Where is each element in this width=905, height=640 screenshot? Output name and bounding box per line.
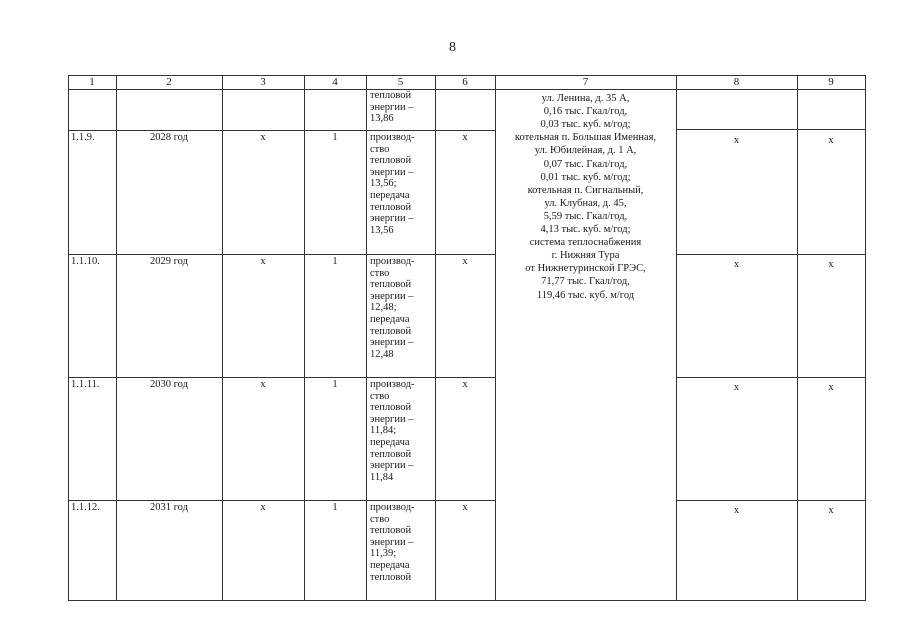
merged-cell-text: ул. Юбилейная, д. 1 А, [534, 145, 637, 157]
cell-text: x [733, 259, 740, 270]
cell-text: x [260, 379, 266, 390]
cell-text: тепловой [370, 448, 412, 460]
table-rule [676, 377, 866, 378]
merged-cell-text: 71,77 тыс. Гкал/год, [541, 276, 630, 288]
table-rule [676, 129, 866, 130]
column-header: 1 [89, 76, 95, 88]
column-header: 9 [828, 76, 834, 88]
merged-cell-text: 5,59 тыс. Гкал/год, [543, 210, 628, 222]
cell-text: x [462, 256, 468, 267]
table-rule [68, 130, 496, 131]
table-rule [865, 75, 866, 601]
cell-text: ство [370, 513, 390, 525]
cell-text: энергии – [370, 166, 414, 178]
cell-text: производ- [370, 256, 415, 267]
cell-text: энергии – [370, 536, 414, 548]
table-rule [676, 254, 866, 255]
cell-text: 1 [332, 502, 338, 513]
table-rule [366, 75, 367, 601]
table-rule [304, 75, 305, 601]
row-year: 2030 год [150, 379, 188, 390]
cell-text: энергии – [370, 413, 414, 425]
cell-text: 11,84; [370, 425, 397, 437]
table-rule [435, 75, 436, 601]
row-year: 2031 год [150, 502, 188, 513]
merged-cell-text: г. Нижняя Тура [551, 250, 620, 262]
merged-cell-text: 0,03 тыс. куб. м/год; [540, 119, 631, 131]
merged-cell-text: 0,07 тыс. Гкал/год, [543, 158, 628, 170]
table-rule [68, 75, 69, 601]
cell-text: x [828, 505, 834, 516]
cell-text: x [733, 135, 740, 146]
table-rule [116, 75, 117, 601]
column-header: 2 [166, 76, 172, 88]
cell-text: x [828, 259, 834, 270]
table-rule [68, 89, 866, 90]
cell-text: x [828, 382, 834, 393]
merged-cell-text: 0,16 тыс. Гкал/год, [543, 106, 628, 118]
row-year: 2028 год [150, 132, 188, 143]
cell-text: 12,48 [370, 348, 394, 360]
cell-text: энергии – [370, 460, 414, 472]
cell-text: 13,56; [370, 178, 397, 190]
cell-text: 13,56 [370, 224, 394, 236]
merged-cell-text: от Нижнетуринской ГРЭС, [525, 263, 646, 275]
table-rule [68, 500, 496, 501]
cell-text: 1 [332, 256, 338, 267]
merged-cell-text: котельная п. Сигнальный, [527, 184, 644, 196]
cell-text: x [828, 135, 834, 146]
cell-text: 1 [332, 379, 338, 390]
cell-text: производ- [370, 502, 415, 513]
cell-text: передача [370, 190, 410, 201]
cell-text: передача [370, 437, 410, 448]
cell-text: ство [370, 390, 390, 402]
table-rule [222, 75, 223, 601]
column-header: 8 [733, 76, 740, 88]
cell-text: 11,39; [370, 548, 397, 560]
cell-text: x [462, 379, 468, 390]
cell-text: ство [370, 267, 390, 279]
page-number: 8 [449, 40, 456, 55]
column-header: 6 [462, 76, 468, 88]
table-rule [676, 500, 866, 501]
cell-text: 11,84 [370, 471, 394, 483]
merged-cell-text: система теплоснабжения [529, 237, 642, 249]
cell-text: 13,86 [370, 113, 394, 125]
cell-text: ство [370, 143, 390, 155]
cell-text: передача [370, 314, 410, 325]
cell-text: производ- [370, 132, 415, 143]
row-number: 1.1.9. [71, 132, 95, 143]
cell-text: тепловой [370, 90, 412, 101]
cell-text: тепловой [370, 155, 412, 167]
cell-text: передача [370, 560, 410, 571]
cell-text: тепловой [370, 402, 412, 414]
cell-text: энергии – [370, 101, 414, 113]
table-rule [68, 254, 496, 255]
column-header: 4 [332, 76, 338, 88]
cell-text: x [462, 502, 468, 513]
cell-text: x [260, 502, 266, 513]
row-year: 2029 год [150, 256, 188, 267]
cell-text: x [733, 382, 740, 393]
data-table [68, 75, 865, 600]
cell-text: энергии – [370, 213, 414, 225]
column-header: 7 [582, 76, 589, 88]
merged-cell-text: ул. Клубная, д. 45, [544, 197, 627, 209]
cell-text: энергии – [370, 337, 414, 349]
merged-cell-text: котельная п. Большая Именная, [514, 132, 657, 144]
table-rule [676, 75, 677, 601]
table-rule [68, 377, 496, 378]
cell-text: тепловой [370, 201, 412, 213]
cell-text: производ- [370, 379, 415, 390]
row-number: 1.1.11. [71, 379, 100, 390]
cell-text: x [462, 132, 468, 143]
table-rule [797, 75, 798, 601]
cell-text: тепловой [370, 325, 412, 337]
table-rule [68, 600, 866, 601]
cell-text: энергии – [370, 290, 414, 302]
merged-cell-text: ул. Ленина, д. 35 А, [541, 93, 630, 104]
column-header: 3 [260, 76, 266, 88]
cell-text: тепловой [370, 571, 412, 583]
cell-text: тепловой [370, 279, 412, 291]
cell-text: x [733, 505, 740, 516]
merged-cell-text: 119,46 тыс. куб. м/год [536, 289, 635, 301]
cell-text: x [260, 132, 266, 143]
cell-text: тепловой [370, 525, 412, 537]
merged-cell-text: 0,01 тыс. куб. м/год; [540, 171, 631, 183]
row-number: 1.1.12. [71, 502, 100, 513]
merged-cell-text: 4,13 тыс. куб. м/год; [540, 224, 631, 235]
cell-text: x [260, 256, 266, 267]
cell-text: 1 [332, 132, 338, 143]
cell-text: 12,48; [370, 302, 397, 314]
row-number: 1.1.10. [71, 256, 100, 267]
column-header: 5 [397, 76, 404, 88]
